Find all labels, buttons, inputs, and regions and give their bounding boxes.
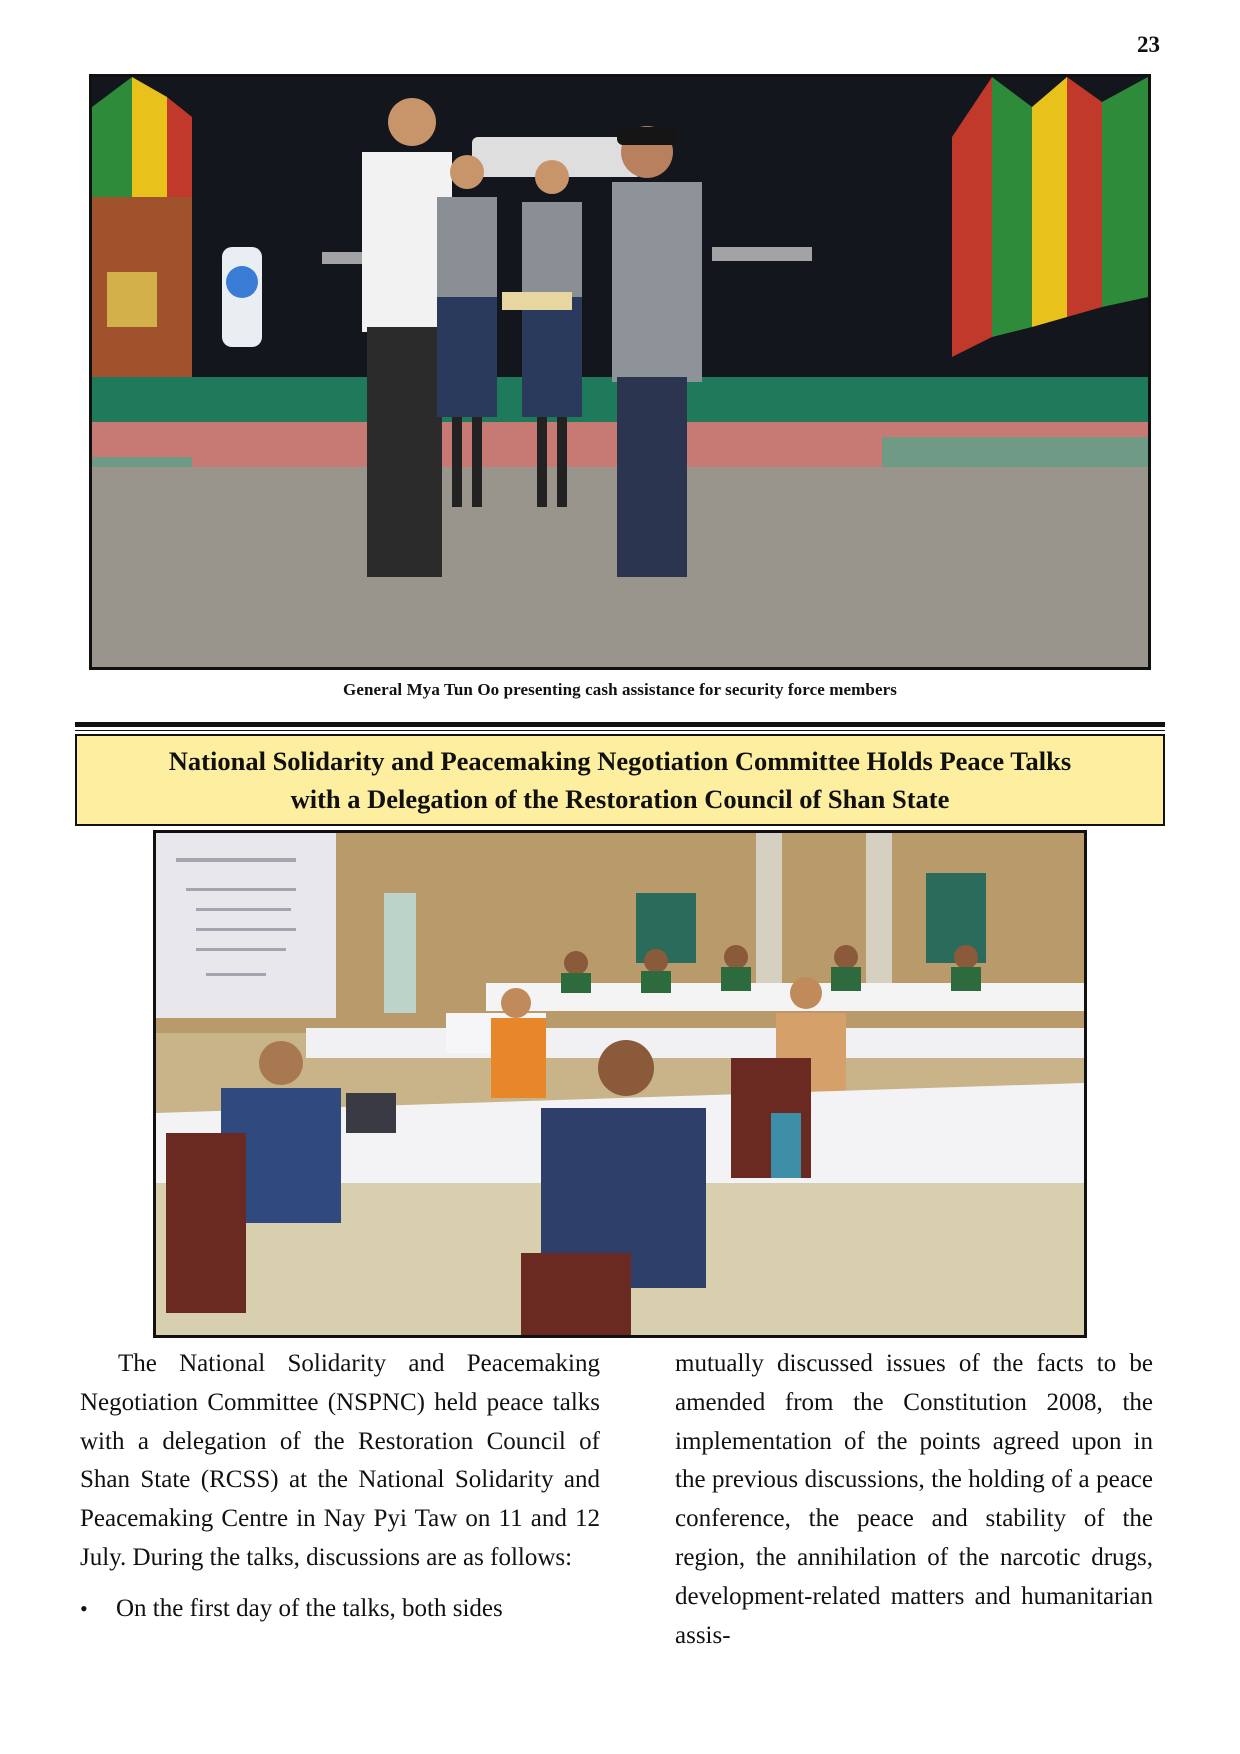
divider-thick xyxy=(75,722,1165,727)
meeting-photo xyxy=(153,830,1087,1338)
article-column-left xyxy=(80,1345,600,1629)
ceremony-photo xyxy=(89,74,1151,670)
article-column-right xyxy=(675,1345,1153,1655)
meeting-photo-illustration xyxy=(156,833,1084,1335)
bullet-item xyxy=(80,1590,600,1629)
photo-caption: General Mya Tun Oo presenting cash assistance for security force members xyxy=(343,680,897,699)
article-paragraph-1: The National Solidarity and Peacemaking Negotiation Committee (NSPNC) held peace talks with a delegation of the Restoration Council of Shan State (RCSS) at the National Solidarity and Peacemaking Centre in Nay Pyi Taw on 11 and 12 July. During the talks, discussions are as follows: xyxy=(80,1350,600,1571)
article-headline xyxy=(75,734,1165,826)
divider-thin xyxy=(75,730,1165,731)
page-number: 23 xyxy=(1137,32,1160,57)
headline-line-1: National Solidarity and Peacemaking Negotiation Committee Holds Peace Talks xyxy=(168,746,1072,776)
bullet-icon: • xyxy=(80,1595,88,1621)
bullet-text: On the first day of the talks, both sides xyxy=(116,1594,503,1622)
article-paragraph-2: mutually discussed issues of the facts to be amended from the Constitution 2008, the implementation of the points agreed upon in the previous discussions, the holding of a peace conference, the peace and stability of the region, the annihilation of the narcotic drugs, development-related matters and humanitarian assis- xyxy=(675,1350,1153,1649)
ceremony-photo-illustration xyxy=(92,77,1148,667)
headline-line-2: with a Delegation of the Restoration Council of Shan State xyxy=(290,784,950,814)
